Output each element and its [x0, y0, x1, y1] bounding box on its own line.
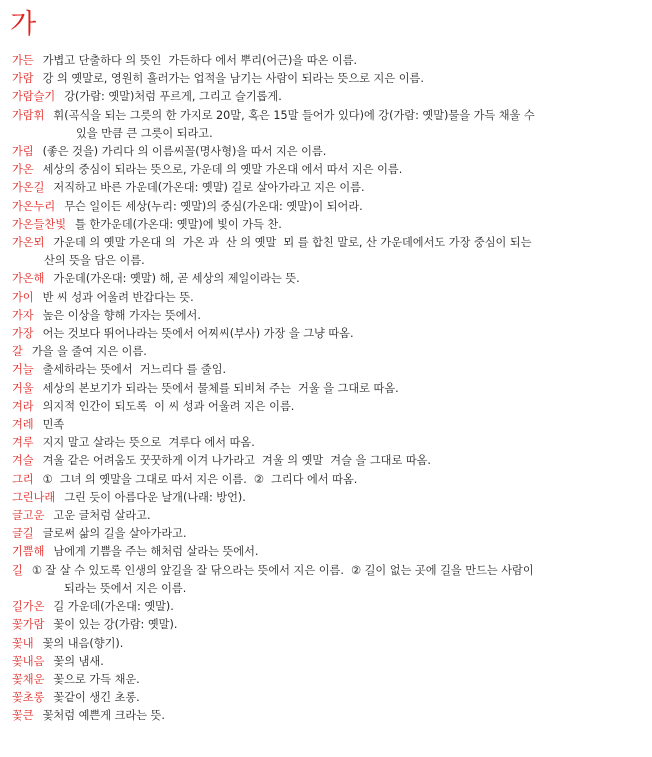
list-item [0, 143, 652, 161]
name-definition: 꽃같이 생긴 초롱. [53, 691, 140, 705]
name-term: 겨라 [12, 399, 34, 413]
name-definition: 꽃처럼 예쁜게 크라는 뜻. [42, 709, 165, 723]
name-definition-continued: 산의 뜻을 담은 이름. [44, 254, 145, 268]
list-item [0, 161, 652, 179]
list-item [0, 507, 652, 525]
name-term: 글길 [12, 527, 34, 541]
name-definition: (좋은 것을) 가리다 의 이름씨꼴(명사형)을 따서 지은 이름. [42, 145, 327, 159]
name-definition: 꽃으로 가득 채운. [53, 672, 140, 686]
list-item [0, 471, 652, 489]
name-term: 가온누리 [12, 199, 56, 213]
name-definition: 세상의 중심이 되라는 뜻으로, 가운데 의 옛말 가온대 에서 따서 지은 이름. [42, 163, 403, 177]
list-item [0, 434, 652, 452]
list-item [0, 343, 652, 361]
list-item [0, 707, 652, 725]
name-term: 거늘 [12, 363, 34, 377]
name-term: 가람슬기 [12, 90, 56, 104]
name-definition-continued: 되라는 뜻에서 지은 이름. [64, 581, 187, 595]
list-item [0, 88, 652, 106]
name-definition: 꽃이 있는 강(가람: 옛말). [53, 618, 178, 632]
name-definition: 남에게 기쁨을 주는 해처럼 살라는 뜻에서. [53, 545, 259, 559]
name-definition: 세상의 본보기가 되라는 뜻에서 물체를 되비쳐 주는 거울 을 그대로 따옴. [42, 381, 399, 395]
list-item [0, 198, 652, 216]
name-term: 가람 [12, 72, 34, 86]
name-term: 꽃내음 [12, 654, 45, 668]
list-item [0, 361, 652, 379]
name-definition: 겨울 같은 어려움도 꿋꿋하게 이겨 나가라고 겨울 의 옛말 겨슬 을 그대로 따옴. [42, 454, 431, 468]
name-definition: 가운데(가온대: 옛말) 해, 곧 세상의 제일이라는 뜻. [53, 272, 300, 286]
list-item [0, 598, 652, 616]
list-item [0, 216, 652, 234]
list-item [0, 270, 652, 288]
name-definition: 출세하라는 뜻에서 거느리다 를 줄임. [42, 363, 227, 377]
name-definition: 저직하고 바른 가운데(가온대: 옛말) 길로 살아가라고 지은 이름. [53, 181, 365, 195]
list-item [0, 689, 652, 707]
name-definition: 휘(곡식을 되는 그릇의 한 가지로 20말, 혹은 15말 들어가 있다)에 강(가람: 옛말)물을 가득 채울 수 [53, 108, 535, 122]
name-term: 꽃내 [12, 636, 34, 650]
list-item [0, 325, 652, 343]
name-definition: 민족 [42, 418, 65, 432]
name-term: 가이 [12, 290, 34, 304]
name-term: 꽃가람 [12, 618, 45, 632]
list-item [0, 635, 652, 653]
name-term: 그리 [12, 472, 34, 486]
list-item [0, 489, 652, 507]
list-item [0, 52, 652, 70]
list-item [0, 398, 652, 416]
name-definition: 어는 것보다 뛰어나라는 뜻에서 어찌씨(부사) 가장 을 그냥 따옴. [42, 327, 354, 341]
list-item [0, 416, 652, 434]
name-term: 꽃초롱 [12, 691, 45, 705]
name-term: 가람휘 [12, 108, 45, 122]
name-definition: 글로써 삶의 길을 살아가라고. [42, 527, 187, 541]
name-definition: 고운 글처럼 살라고. [53, 509, 151, 523]
name-definition: 지지 말고 살라는 뜻으로 겨루다 에서 따옴. [42, 436, 255, 450]
name-term: 길가온 [12, 600, 45, 614]
name-definition: ① 잘 살 수 있도록 인생의 앞길을 잘 닦으라는 뜻에서 지은 이름. ② 길이 없는 곳에 길을 만드는 사람이 [31, 563, 534, 577]
list-item [0, 234, 652, 270]
list-item [0, 179, 652, 197]
list-item [0, 543, 652, 561]
list-item [0, 70, 652, 88]
name-term: 겨루 [12, 436, 34, 450]
list-item [0, 653, 652, 671]
page-heading: 가 [10, 9, 37, 40]
list-item [0, 107, 652, 143]
name-list [0, 52, 652, 726]
name-term: 꽃큰 [12, 709, 34, 723]
name-term: 그린나래 [12, 490, 56, 504]
name-term: 가온길 [12, 181, 45, 195]
name-term: 가온뫼 [12, 236, 45, 250]
list-item [0, 562, 652, 598]
name-term: 가온들찬빛 [12, 217, 67, 231]
name-term: 꽃채운 [12, 672, 45, 686]
name-term: 가장 [12, 327, 34, 341]
name-definition: 가을 을 줄여 지은 이름. [31, 345, 147, 359]
name-term: 가림 [12, 145, 34, 159]
name-definition: 강(가람: 옛말)처럼 푸르게, 그리고 슬기롭게. [64, 90, 282, 104]
name-term: 가자 [12, 308, 34, 322]
name-definition: 꽃의 내음(향기). [42, 636, 124, 650]
name-definition-continued: 있을 만큼 큰 그릇이 되라고. [76, 126, 213, 140]
name-definition: 가운데 의 옛말 가온대 의 가온 과 산 의 옛말 뫼 를 합친 말로, 산 가운데에서도 가장 중심이 되는 [53, 236, 532, 250]
name-definition: 높은 이상을 향해 가자는 뜻에서. [42, 308, 201, 322]
name-term: 가온 [12, 163, 34, 177]
name-definition: ① 그녀 의 옛말을 그대로 따서 지은 이름. ② 그리다 에서 따옴. [42, 472, 358, 486]
name-definition: 무슨 일이든 세상(누리: 옛말)의 중심(가온대: 옛말)이 되어라. [64, 199, 363, 213]
name-definition: 꽃의 냄새. [53, 654, 104, 668]
name-definition: 의지적 인간이 되도록 이 씨 성과 어울려 지은 이름. [42, 399, 295, 413]
name-term: 길 [12, 563, 23, 577]
name-term: 갈 [12, 345, 23, 359]
name-definition: 반 씨 성과 어울려 반갑다는 뜻. [42, 290, 194, 304]
list-item [0, 525, 652, 543]
name-definition: 길 가운데(가온대: 옛말). [53, 600, 174, 614]
name-term: 가든 [12, 54, 34, 67]
name-term: 겨레 [12, 418, 34, 432]
name-definition: 그린 듯이 아름다운 날개(나래: 방언). [64, 490, 246, 504]
name-term: 가온해 [12, 272, 45, 286]
list-item [0, 452, 652, 470]
name-term: 겨슬 [12, 454, 34, 468]
name-term: 거울 [12, 381, 34, 395]
list-item [0, 616, 652, 634]
name-term: 글고운 [12, 509, 45, 523]
name-term: 기쁨해 [12, 545, 45, 559]
list-item [0, 289, 652, 307]
list-item [0, 671, 652, 689]
name-definition: 가볍고 단출하다 의 뜻인 가든하다 에서 뿌리(어근)을 따온 이름. [42, 54, 358, 67]
list-item [0, 380, 652, 398]
name-definition: 틀 한가운데(가온대: 옛말)에 빛이 가득 찬. [75, 217, 282, 231]
list-item [0, 307, 652, 325]
name-definition: 강 의 옛말로, 영원히 흘러가는 업적을 남기는 사람이 되라는 뜻으로 지은 이름. [42, 72, 424, 86]
